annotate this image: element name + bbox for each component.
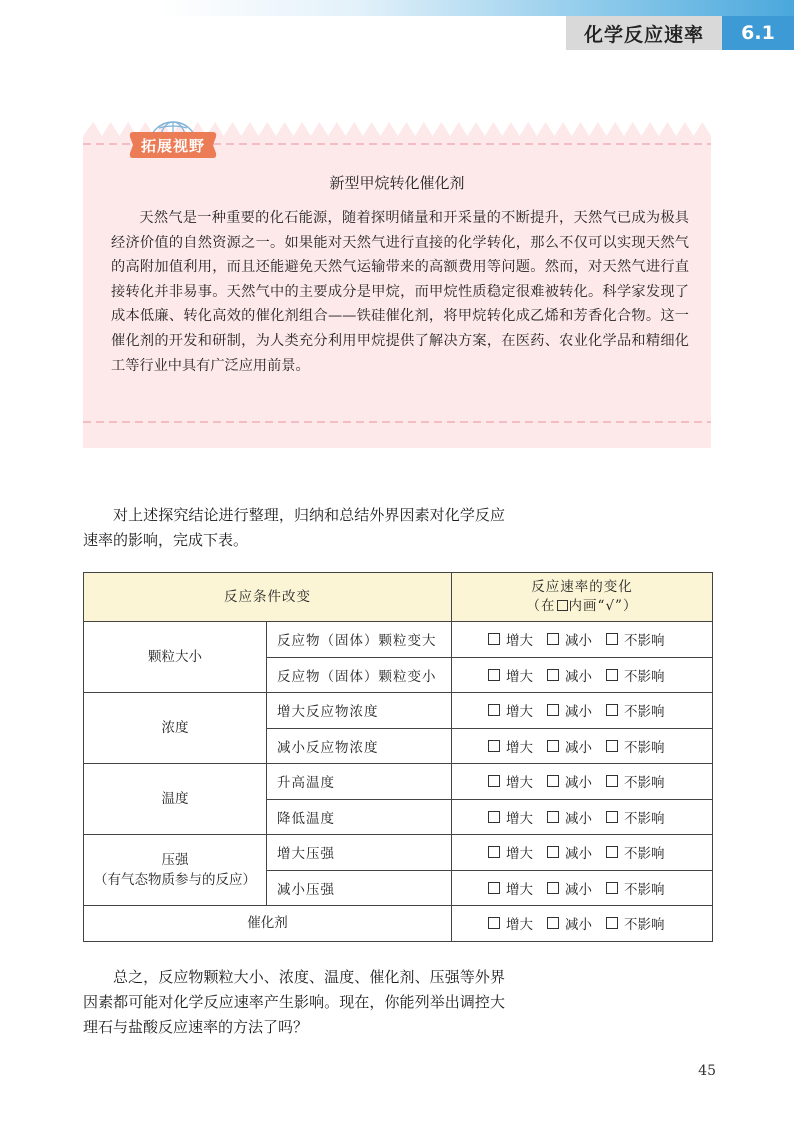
- option-1[interactable]: [547, 771, 592, 791]
- rate-options: [452, 799, 713, 835]
- option-label: 不影响: [624, 846, 665, 863]
- checkbox-icon[interactable]: [547, 633, 559, 645]
- option-label: 不影响: [624, 810, 665, 827]
- category-cell: [84, 622, 267, 693]
- option-label: 减小: [565, 668, 592, 685]
- checkbox-icon[interactable]: [606, 846, 618, 858]
- header-gradient-bar: [0, 0, 794, 16]
- rate-options: [452, 835, 713, 871]
- checkbox-icon[interactable]: [547, 846, 559, 858]
- table-row: [84, 835, 713, 871]
- checkbox-icon[interactable]: [606, 669, 618, 681]
- category-label: 温度: [161, 791, 189, 807]
- condition-cell: 减小压强: [267, 870, 452, 906]
- section-number: 6.1: [722, 16, 794, 50]
- checkbox-icon[interactable]: [547, 669, 559, 681]
- condition-cell: 反应物（固体）颗粒变小: [267, 657, 452, 693]
- option-0[interactable]: [488, 913, 533, 933]
- option-label: 不影响: [624, 917, 665, 934]
- category-cell: [84, 764, 267, 835]
- option-2[interactable]: [606, 629, 665, 649]
- option-1[interactable]: [547, 878, 592, 898]
- checkbox-icon[interactable]: [488, 633, 500, 645]
- option-1[interactable]: [547, 913, 592, 933]
- category-cell: [84, 835, 267, 906]
- checkbox-icon[interactable]: [606, 704, 618, 716]
- option-0[interactable]: [488, 700, 533, 720]
- option-label: 减小: [565, 917, 592, 934]
- table-row: [84, 622, 713, 658]
- checkbox-icon[interactable]: [488, 846, 500, 858]
- option-label: 减小: [565, 846, 592, 863]
- checkbox-icon[interactable]: [547, 740, 559, 752]
- option-2[interactable]: [606, 913, 665, 933]
- option-2[interactable]: [606, 700, 665, 720]
- option-1[interactable]: [547, 736, 592, 756]
- category-cell: [84, 693, 267, 764]
- category-label: 浓度: [161, 720, 189, 736]
- checkbox-icon[interactable]: [606, 811, 618, 823]
- checkbox-icon[interactable]: [547, 775, 559, 787]
- checkbox-icon[interactable]: [606, 775, 618, 787]
- rate-options: [452, 906, 713, 942]
- checkbox-icon[interactable]: [488, 811, 500, 823]
- option-1[interactable]: [547, 842, 592, 862]
- option-label: 不影响: [624, 775, 665, 792]
- option-0[interactable]: [488, 842, 533, 862]
- option-label: 不影响: [624, 739, 665, 756]
- checkbox-icon[interactable]: [606, 882, 618, 894]
- checkbox-icon[interactable]: [488, 669, 500, 681]
- extend-badge: [127, 128, 219, 162]
- option-0[interactable]: [488, 771, 533, 791]
- reaction-rate-table: [83, 572, 713, 942]
- option-label: 增大: [506, 739, 533, 756]
- checkbox-icon[interactable]: [488, 740, 500, 752]
- chapter-header: [566, 16, 794, 50]
- option-1[interactable]: [547, 665, 592, 685]
- catalyst-cell: 催化剂: [84, 906, 452, 942]
- option-1[interactable]: [547, 807, 592, 827]
- condition-cell: 减小反应物浓度: [267, 728, 452, 764]
- option-label: 不影响: [624, 633, 665, 650]
- rate-options: [452, 870, 713, 906]
- condition-cell: 降低温度: [267, 799, 452, 835]
- table-row: [84, 764, 713, 800]
- header-rate-change: [452, 573, 713, 622]
- option-2[interactable]: [606, 878, 665, 898]
- extend-body-text: 天然气是一种重要的化石能源，随着探明储量和开采量的不断提升，天然气已成为极具经济价值的自然资源之一。如果能对天然气进行直接的化学转化，那么不仅可以实现天然气的高附加值利用，而且还能避免天然气运输带来的高额费用等问题。然而，对天然气进行直接转化并非易事。天然气中的主要成分是甲烷，而甲烷性质稳定很难被转化。科学家发现了成本低廉、转化高效的催化剂组合——铁硅催化剂，将甲烷转化成乙烯和芳香化合物。这一催化剂的开发和研制，为人类充分利用甲烷提供了解决方案，在医药、农业化学品和精细化工等行业中具有广泛应用前景。: [111, 210, 689, 374]
- rate-options: [452, 764, 713, 800]
- option-0[interactable]: [488, 665, 533, 685]
- extend-title: 新型甲烷转化催化剂: [329, 174, 465, 192]
- checkbox-icon[interactable]: [488, 775, 500, 787]
- option-2[interactable]: [606, 842, 665, 862]
- condition-cell: 增大反应物浓度: [267, 693, 452, 729]
- option-label: 增大: [506, 881, 533, 898]
- option-0[interactable]: [488, 878, 533, 898]
- badge-label: 拓展视野: [140, 136, 205, 155]
- checkbox-icon[interactable]: [488, 882, 500, 894]
- option-label: 减小: [565, 775, 592, 792]
- category-label: 颗粒大小: [148, 649, 202, 665]
- checkbox-icon[interactable]: [547, 704, 559, 716]
- checkbox-icon[interactable]: [606, 917, 618, 929]
- option-2[interactable]: [606, 771, 665, 791]
- option-label: 不影响: [624, 704, 665, 721]
- chapter-title: 化学反应速率: [566, 16, 722, 50]
- checkbox-icon[interactable]: [488, 917, 500, 929]
- rate-options: [452, 622, 713, 658]
- option-1[interactable]: [547, 629, 592, 649]
- option-2[interactable]: [606, 665, 665, 685]
- condition-cell: 反应物（固体）颗粒变大: [267, 622, 452, 658]
- condition-cell: 增大压强: [267, 835, 452, 871]
- option-label: 减小: [565, 810, 592, 827]
- option-label: 增大: [506, 775, 533, 792]
- option-label: 增大: [506, 846, 533, 863]
- option-0[interactable]: [488, 736, 533, 756]
- header-condition: 反应条件改变: [84, 573, 452, 622]
- option-1[interactable]: [547, 700, 592, 720]
- option-2[interactable]: [606, 736, 665, 756]
- table-row: [84, 693, 713, 729]
- rate-options: [452, 693, 713, 729]
- table-header-row: [84, 573, 713, 622]
- checkbox-icon[interactable]: [547, 882, 559, 894]
- option-label: 减小: [565, 633, 592, 650]
- option-0[interactable]: [488, 629, 533, 649]
- checkbox-icon[interactable]: [606, 740, 618, 752]
- checkbox-glyph-icon: [557, 600, 568, 611]
- checkbox-icon[interactable]: [606, 633, 618, 645]
- option-label: 增大: [506, 633, 533, 650]
- option-label: 增大: [506, 704, 533, 721]
- option-label: 增大: [506, 810, 533, 827]
- rate-options: [452, 728, 713, 764]
- option-label: 增大: [506, 917, 533, 934]
- checkbox-icon[interactable]: [547, 811, 559, 823]
- page-number: 45: [698, 1063, 716, 1079]
- option-label: 不影响: [624, 668, 665, 685]
- checkbox-icon[interactable]: [488, 704, 500, 716]
- category-note: （有气态物质参与的反应）: [94, 872, 256, 888]
- table-row: [84, 906, 713, 942]
- option-label: 减小: [565, 739, 592, 756]
- extend-box: [83, 110, 711, 448]
- category-label: 压强: [161, 852, 189, 868]
- option-0[interactable]: [488, 807, 533, 827]
- header-rate-change-line1: 反应速率的变化: [531, 579, 633, 595]
- option-label: 增大: [506, 668, 533, 685]
- rate-options: [452, 657, 713, 693]
- option-label: 减小: [565, 704, 592, 721]
- condition-cell: 升高温度: [267, 764, 452, 800]
- option-label: 减小: [565, 881, 592, 898]
- header-rate-change-line2: （在 内画“√”）: [526, 598, 638, 614]
- option-label: 不影响: [624, 881, 665, 898]
- summary-paragraph: 总之，反应物颗粒大小、浓度、温度、催化剂、压强等外界因素都可能对化学反应速率产生影响。现在，你能列举出调控大理石与盐酸反应速率的方法了吗？: [83, 968, 505, 1036]
- option-2[interactable]: [606, 807, 665, 827]
- intro-paragraph: 对上述探究结论进行整理，归纳和总结外界因素对化学反应速率的影响，完成下表。: [83, 506, 505, 549]
- checkbox-icon[interactable]: [547, 917, 559, 929]
